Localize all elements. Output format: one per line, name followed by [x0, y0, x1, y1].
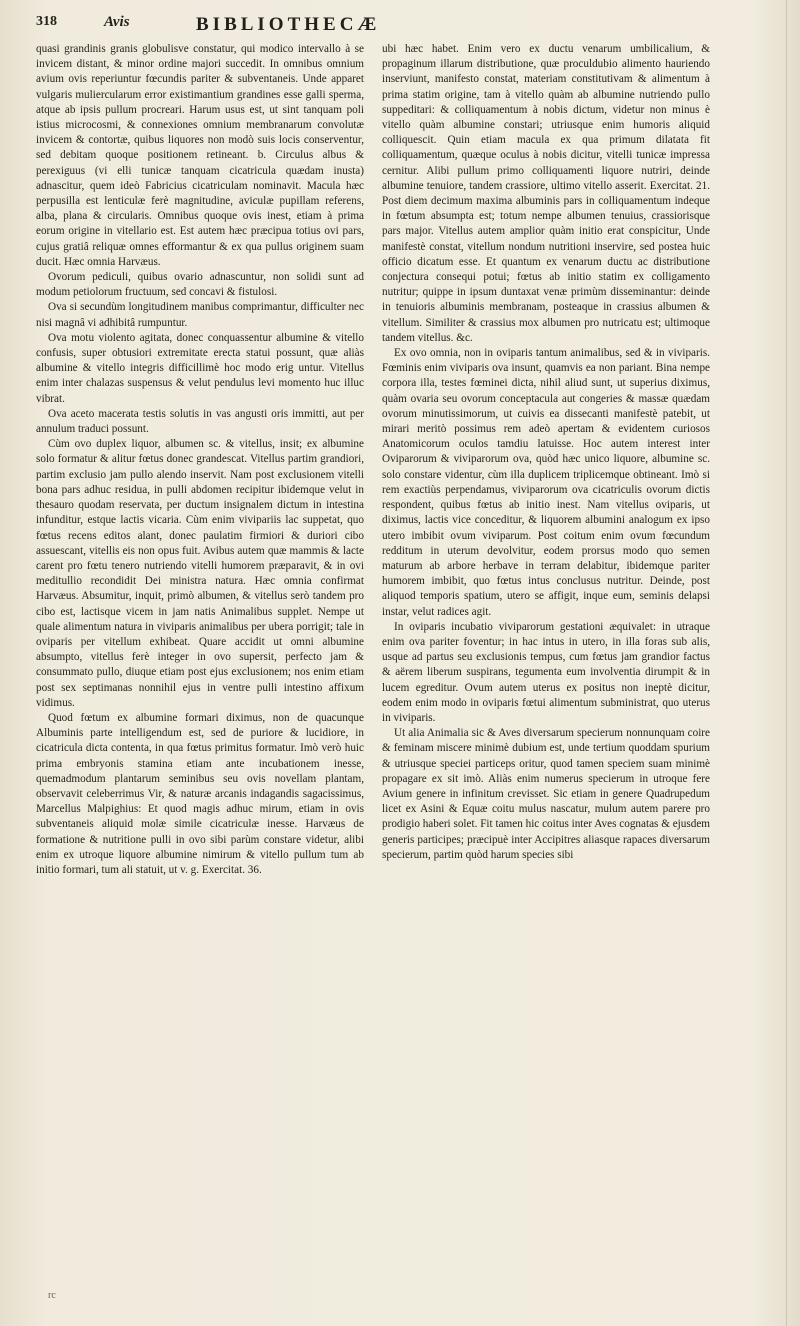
running-head [36, 14, 716, 36]
paragraph: Ova aceto macerata testis solutis in vas angusti oris immitti, aut per annulum traduci possunt. [36, 407, 364, 436]
paragraph: Ova motu violento agitata, donec conquassentur albumine & vitello confusis, super obtusiori extremitate erecta statui possunt, quæ aliàs albumine & vitello integris difficillimè hoc modo erig untur. Vitellus enim inter chalazas suspensus & velut pendulus levi momento huc illuc vibrat. [36, 331, 364, 405]
running-head-title: BIBLIOTHECÆ [196, 14, 381, 35]
paragraph: Ex ovo omnia, non in oviparis tantum animalibus, sed & in viviparis. Fœminis enim viviparis ova insunt, quamvis ea non pariant. Bina nempe corpora illa, testes fœminei dicta, nihil aliud sunt, ut superius diximus, quàm ovaria seu ovorum conceptacula aut congeries & massæ quædam ovorum minutissimorum, ut cuivis ea dissecanti manifestè patebit, ut mirari meritò possimus rem adeò apertam & evidentem curiosos Anatomicorum oculos tamdiu latuisse. Hoc autem interest inter Oviparorum & viviparorum ova, quòd hæc unico liquore, albumine sc. solo constare videntur, cùm illa duplicem triplicemque obtineant. Imò si rem exactiùs perpendamus, viviparorum ova cicatriculis ovorum dictis respondent, quibus fœtus ab initio inest. Nam vitellus oviparis, ut diximus, lactis vice conceditur, & liquorem albumini analogum ex ipso utero imbibit ovum viviparum. Post coitum enim ovum fœcundum redditum in uterum devolvitur, eodem prorsus modo quo semen maturum ab arbore herbave in terram delabitur, ibidemque pariter humorem imbibit, quo fœtus intus conclusus nutritur. Deinde, post aliquod temporis spatium, utero se affigit, inque eum, seminis delapsi instar, velut radices agit. [382, 347, 710, 618]
page-number: 318 [36, 14, 57, 29]
running-head-word: Avis [104, 14, 130, 30]
paragraph: Ova si secundùm longitudinem manibus comprimantur, difficulter nec nisi magnâ vi adhibitâ rumpuntur. [36, 301, 364, 329]
paragraph: Ovorum pediculi, quibus ovario adnascuntur, non solidi sunt ad modum petiolorum fructuum, sed concavi & fistulosi. [36, 271, 364, 299]
right-column [382, 42, 710, 1292]
paragraph: Ut alia Animalia sic & Aves diversarum specierum nonnunquam coire & feminam miscere minimè dubium est, unde tertium quoddam spurium & utriusque speciei particeps oritur, quod tamen speciem suam minimè propagare ex sit imò. Aliàs enim numerus specierum in utroque fere Avium genere in infinitum crevisset. Sic etiam in genere Quadrupedum licet ex Asini & Equæ coitu mulus nascatur, mulum autem parere pro prodigio haberi solet. Fit tamen hic coitus inter Aves cognatas & ejusdem generis participes; præcipuè inter Accipitres aliasque rapaces diversarum specierum, partim quòd harum species sibi [382, 727, 710, 861]
left-column [36, 42, 364, 1292]
paragraph: quasi grandinis granis globulisve constatur, qui modico intervallo à se invicem distant, & minor ordine majori succedit. In omnibus omnium avium ovis reperiuntur fœcundis pariter & subventaneis. Unde apparet vulgaris muliercularum error existimantium grandines esse galli sperma, atque ab ipsis pullum procreari. Harum usus est, ut sint tanquam poli istius microcosmi, & connexiones omnium membranarum convolutæ invicem & contortæ, quibus liquores non modò suis locis conserventur, sed debitam quoque positionem retineant. b. Circulus albus & perexiguus (vi elli tunicæ tanquam cicatricula quædam inusta) adnascitur, quem ideò Fabricius cicatriculam nominavit. Macula hæc perpusilla est lenticulæ ferè magnitudine, aviculæ pupillam referens, alba, plana & circularis. Omnibus quoque ovis inest, etiam à prima eorum origine in vitellario est. Est autem hæc præcipua totius ovi pars, cujus gratiâ reliquæ omnes efformantur & ex qua pullus originem suam ducit. Hæc omnia Harvæus. [36, 43, 364, 268]
margin-mark: rc [48, 1290, 56, 1301]
paragraph: In oviparis incubatio viviparorum gestationi æquivalet: in utraque enim ova pariter foventur; in hac intus in utero, in illa foras sub alis, usque ad partus seu exclusionis tempus, cum fœtus jam grandior factus & aërem liberum suspirans, tegumenta eum involventia dirumpit & in lucem egreditur. Ovum autem uterus ex positus non ineptè dicitur, eodem enim modo in oviparis fœtui alimentum subministrat, quo uterus in viviparis. [382, 620, 710, 724]
paragraph: Cùm ovo duplex liquor, albumen sc. & vitellus, insit; ex albumine solo formatur & alitur fœtus donec grandescat. Vitellus partim grandiori, partim exclusio jam pullo alendo inservit. Nam post exclusionem vitelli bona pars adhuc residua, in pulli abdomen recipitur ibidemque velut in thesauro quodam reservata, per ductum insignalem dictum in intestina infunditur, estque lactis vicaria. Cùm enim vivipariis lac suppetat, quo fœtus recens editos alant, donec paulatim firmiori & duriori cibo assuescant, vitellis eis non opus fuit. Avibus autem quæ mammis & lacte carent pro fœtu tenero nutriendo vitelli humorem præparavit, & in ovi meditullio recondidit Dei ministra natura. Hæc omnia confirmat Harvæus. Absumitur, inquit, primò albumen, & vitellus serò tandem pro cibo est, lactisque vicem in jam natis Animalibus supplet. Nempe ut quale alimentum natura in viviparis animalibus per ubera porrigit; tale in oviparis per vitellum exhibeat. Quare accidit ut omni albumine absumpto, vitellus ferè integer in ovo supersit, perfecto jam & consummato pullo, diuque etiam post ejus exclusionem; nos enim etiam post sex septimanas nonnihil ejus in ventre pulli intestino affixum vidimus. [36, 438, 364, 709]
paragraph: ubi hæc habet. Enim vero ex ductu venarum umbilicalium, & propaginum illarum distributione, quæ proculdubio alimento hauriendo inserviunt, manifesto constat, materiam constitutivam & alimentum à prima statim origine, tam à vitello quàm ab albumine nutriendo pullo suppeditari: & colliquamentum à nobis dictum, videtur non minus è vitello quàm albumine constari; utriusque enim humoris aliquid colliquescit. Quin etiam macula ex qua primum dilatata fit colliquamentum, quæque oculus à nobis dicitur, vitelli tunicæ impressa cernitur. Alibi pullum primo colliquamenti liquore nutriri, deinde albumine tenuiore, tandem crassiore, ultimo vitello asserit. Exercitat. 21. Post diem decimum maxima albuminis pars in colliquamentum indeque in fœtum absumpta est; totum nempe albumen tenuius, crassiorisque pars major. Vitellus autem amplior quàm initio erat conspicitur, Unde manifestè constat, vitellum nondum nutritioni inservire, sed postea huic officio dicatum esse. Et quantum ex venarum ductu ac distributione conjectura consequi potui; fœtus ab initio statim ex colligamento nutritur; quippe in ipsum duntaxat venæ primùm disseminantur: deinde in tenuioris albuminis membranam, posteaque in crassius albumen & vitellum. Similiter & crassius mox albumen pro nutricatu est; ultimoque tandem vitellus. &c. [382, 43, 710, 344]
paragraph: Quod fœtum ex albumine formari diximus, non de quacunque Albuminis parte intelligendum est, sed de puriore & lucidiore, in cicatricula dicta contenta, in qua fœtus primitus formatur. Imò verò huic prima embryonis stamina etiam ante incubationem inesse, quemadmodum plantarum seminibus seu ovis novellam plantam, observavit celeberrimus Vir, & naturæ arcanis indagandis sagacissimus, Marcellus Malpighius: Et quod magis adhuc mirum, etiam in ovis subventaneis aliquid molæ simile cicatriculæ inesse. Harvæus de formatione & nutritione pulli in ovo sibi parùm constare videtur, alibi enim ex utroque liquore albumine nimirum & vitello pullum tum ab initio formari, tum ali statuit, ut v. g. Exercitat. 36. [36, 711, 364, 876]
page-edge [786, 0, 787, 1326]
